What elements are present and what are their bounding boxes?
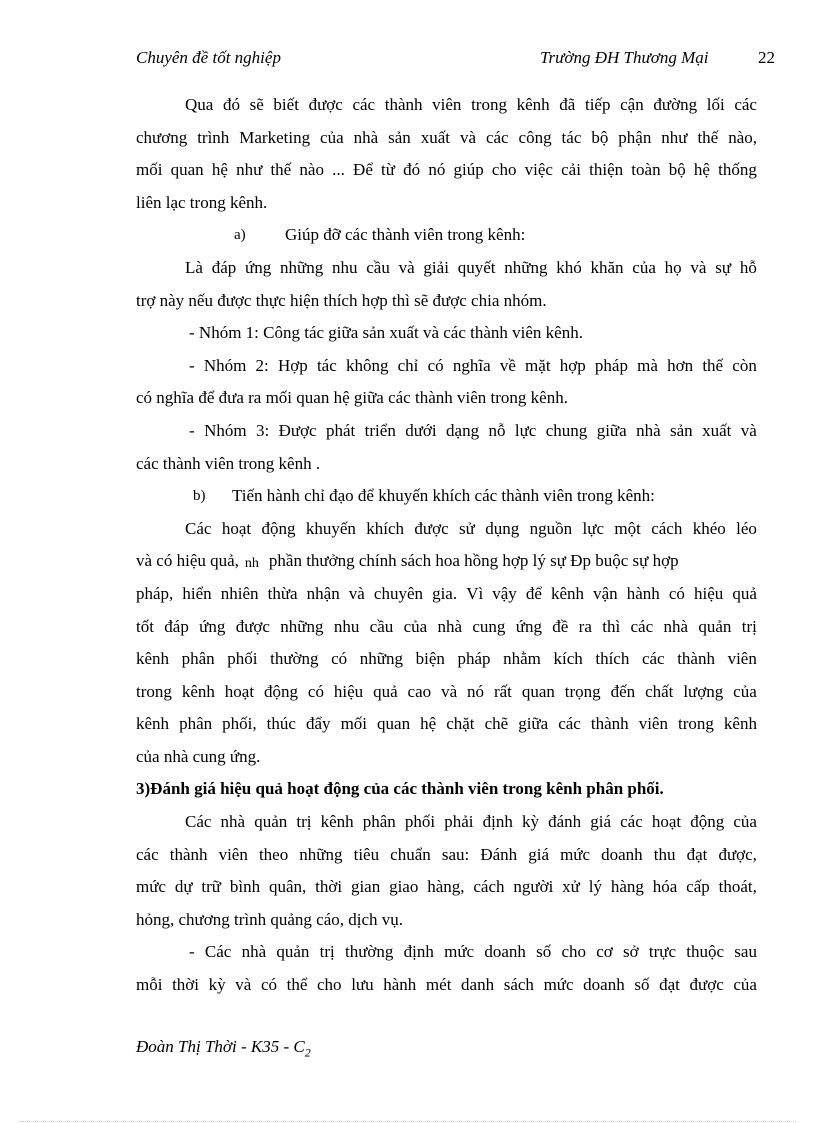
list-text-a: Giúp đỡ các thành viên trong kênh:: [285, 225, 526, 245]
text-line: có nghĩa để đưa ra mối quan hệ giữa các thành viên trong kênh.: [136, 388, 568, 408]
text-line: mức dự trữ bình quân, thời gian giao hàng, cách người xử lý hàng hóa cấp thoát,: [136, 877, 757, 897]
text-line: trong kênh hoạt động có hiệu quả cao và nó rất quan trọng đến chất lượng của: [136, 681, 757, 701]
footer-text: Đoàn Thị Thời - K35 - C: [136, 1037, 305, 1056]
text-line: Là đáp ứng những nhu cầu và giải quyết những khó khăn của họ và sự hỗ: [185, 257, 757, 277]
section-heading: 3)Đánh giá hiệu quả hoạt động của các thành viên trong kênh phân phối.: [136, 779, 664, 799]
list-item-b: [136, 480, 757, 513]
text-line: pháp, hiển nhiên thừa nhận và chuyên gia. Vì vậy để kênh vận hành có hiệu quả: [136, 583, 757, 603]
text-line: mối quan hệ như thế nào ... Để từ đó nó giúp cho việc cải thiện toàn bộ hệ thống: [136, 160, 757, 180]
text-fragment: và có hiệu quả,: [136, 551, 239, 571]
text-line: của nhà cung ứng.: [136, 746, 261, 766]
page-number: 22: [758, 48, 775, 67]
text-line: - Nhóm 1: Công tác giữa sản xuất và các thành viên kênh.: [189, 323, 583, 343]
list-label-a: a): [234, 227, 246, 244]
list-label-b: b): [193, 488, 206, 505]
text-line: liên lạc trong kênh.: [136, 192, 268, 212]
footer-subscript: 2: [304, 1045, 311, 1060]
text-line: các thành viên trong kênh .: [136, 453, 321, 473]
page-bottom-divider: [20, 1121, 796, 1122]
text-line: chương trình Marketing của nhà sản xuất và các công tác bộ phận như thế nào,: [136, 127, 757, 147]
text-line: - Nhóm 3: Được phát triển dưới dạng nỗ lực chung giữa nhà sản xuất và: [189, 420, 757, 440]
text-line: Các nhà quản trị kênh phân phối phải định kỳ đánh giá các hoạt động của: [185, 812, 757, 832]
text-line: kênh phân phối, thúc đẩy mối quan hệ chặt chẽ giữa các thành viên trong kênh: [136, 714, 757, 734]
text-line: kênh phân phối thường có những biện pháp nhằm kích thích các thành viên: [136, 649, 757, 669]
text-line: các thành viên theo những tiêu chuẩn sau: Đánh giá mức doanh thu đạt được,: [136, 844, 757, 864]
text-line: Qua đó sẽ biết được các thành viên trong kênh đã tiếp cận đường lối các: [185, 95, 757, 114]
text-line: tốt đáp ứng được những nhu cầu của nhà cung ứng đề ra thì các nhà quản trị: [136, 616, 757, 636]
text-line: mỗi thời kỳ và có thể cho lưu hành mét danh sách mức doanh số đạt được của: [136, 975, 757, 995]
text-line: Các hoạt động khuyến khích được sử dụng nguồn lực một cách khéo léo: [185, 518, 757, 538]
list-text-b: Tiến hành chỉ đạo để khuyến khích các thành viên trong kênh:: [232, 486, 655, 506]
text-line: trợ này nếu được thực hiện thích hợp thì sẽ được chia nhóm.: [136, 290, 547, 310]
document-body: [136, 89, 757, 1002]
text-fragment: phần thưởng chính sách hoa hồng hợp lý sự Đp buộc sự hợp: [268, 551, 679, 571]
header-right-title: Trường ĐH Thương Mại: [540, 48, 709, 67]
list-item-a: [136, 219, 757, 252]
text-line: - Nhóm 2: Hợp tác không chỉ có nghĩa về mặt hợp pháp mà hơn thế còn: [189, 355, 757, 375]
footer-author: [136, 1037, 311, 1060]
text-line-mixed: [136, 545, 757, 578]
text-line: - Các nhà quản trị thường định mức doanh số cho cơ sở trực thuộc sau: [189, 942, 757, 962]
text-fragment-small: nh: [244, 556, 259, 572]
text-line: hỏng, chương trình quảng cáo, dịch vụ.: [136, 909, 404, 929]
header-left-title: Chuyên đề tốt nghiệp: [136, 48, 281, 67]
